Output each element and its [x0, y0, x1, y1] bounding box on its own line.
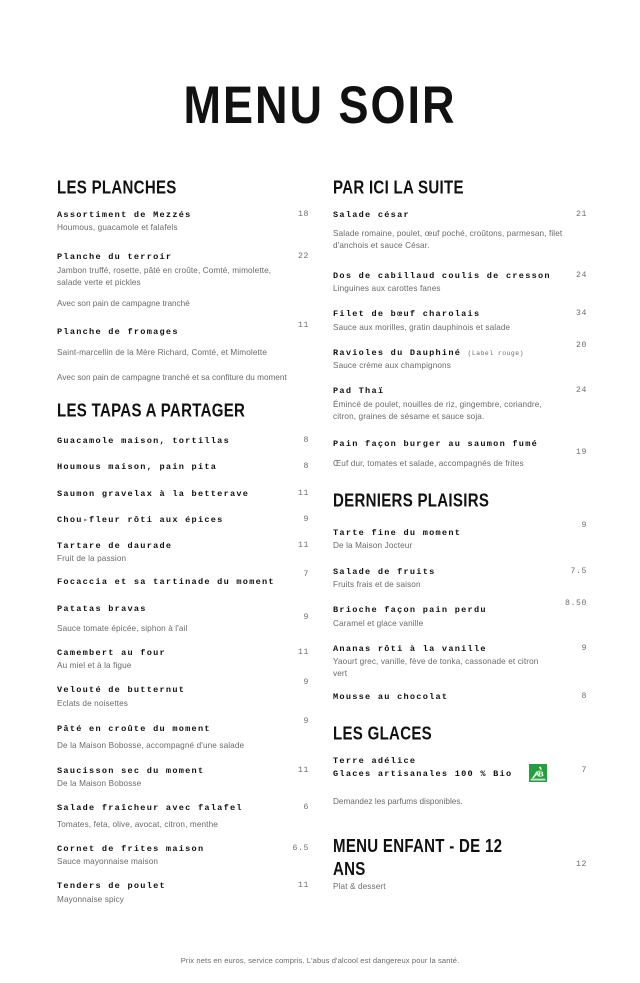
item-price: 11: [297, 647, 309, 657]
item-description: De la Maison Jocteur: [333, 541, 413, 551]
item-price: 6.5: [292, 843, 309, 853]
item-price: 19: [575, 448, 587, 458]
item-price: 20: [575, 340, 587, 350]
menu-item: [57, 435, 309, 447]
menu-item: [57, 716, 309, 753]
menu-item: [57, 209, 309, 235]
item-name: Tenders de poulet: [57, 881, 166, 892]
svg-text:B: B: [538, 769, 544, 779]
item-description: Saint-marcellin de la Mère Richard, Comté, et Mimolette: [57, 347, 267, 357]
item-name: Velouté de butternut: [57, 685, 186, 696]
item-name: Houmous maison, pain pita: [57, 462, 218, 473]
item-description: Plat & dessert: [333, 881, 386, 891]
item-name: Saumon gravelax à la betterave: [57, 488, 250, 499]
menu-item: [57, 603, 309, 635]
item-name: Salade fraîcheur avec falafel: [57, 803, 243, 814]
item-price: 11: [297, 321, 309, 331]
menu-item: [333, 520, 587, 553]
item-price: 8: [303, 462, 309, 472]
item-description: Émincé de poulet, nouilles de riz, gingembre, coriandre, citron, graines de sésame et sauce soja.: [333, 399, 542, 421]
menu-columns: [0, 179, 640, 924]
item-price: 21: [575, 209, 587, 219]
item-description: Fruit de la passion: [57, 554, 127, 564]
glaces-note: Demandez les parfums disponibles.: [333, 796, 463, 806]
item-name: Planche du terroir: [57, 252, 173, 263]
item-price: 34: [575, 309, 587, 319]
item-price: 9: [303, 716, 309, 726]
menu-item: [333, 340, 587, 373]
item-name: Guacamole maison, tortillas: [57, 435, 230, 446]
menu-item: [57, 461, 309, 473]
item-description: De la Maison Bobosse, accompagné d'une salade: [57, 741, 245, 751]
item-price: 9: [303, 612, 309, 622]
right-column: [333, 179, 587, 924]
menu-item: [333, 438, 587, 470]
left-column: [57, 179, 309, 924]
item-price: 8: [303, 435, 309, 445]
item-price: 7: [303, 570, 309, 580]
section-title-les-tapas: LES TAPAS A PARTAGER: [57, 400, 246, 422]
item-description: Linguines aux carottes fanes: [333, 283, 441, 293]
section-les-planches: [57, 179, 309, 384]
item-price: 11: [297, 488, 309, 498]
ab-organic-label-icon: [529, 764, 547, 782]
item-price: 6: [303, 803, 309, 813]
item-price: 9: [581, 520, 587, 530]
section-par-ici-la-suite: [333, 179, 587, 470]
menu-item: [57, 540, 309, 566]
menu-item: [57, 647, 309, 673]
item-description: Yaourt grec, vanille, fève de tonka, cassonade et citron vert: [333, 657, 539, 679]
glaces-subtitle: Glaces artisanales 100 % Bio: [333, 768, 513, 779]
item-price: 22: [297, 252, 309, 262]
item-description: De la Maison Bobosse: [57, 779, 142, 789]
menu-item: [333, 270, 587, 296]
item-description: Houmous, guacamole et falafels: [57, 223, 178, 233]
menu-item: [333, 599, 587, 630]
section-title-menu-enfant: MENU ENFANT - DE 12 ANS: [333, 835, 503, 880]
item-price: 24: [575, 270, 587, 280]
section-les-tapas: [57, 402, 309, 906]
menu-item: [57, 802, 309, 831]
svg-text:A: A: [533, 769, 540, 779]
item-description: Caramel et glace vanille: [333, 618, 424, 628]
section-les-glaces: [333, 725, 587, 808]
item-name: Brioche façon pain perdu: [333, 605, 487, 616]
item-price: 12: [575, 859, 587, 869]
item-price: 11: [297, 540, 309, 550]
item-name: Tartare de daurade: [57, 540, 173, 551]
footer-legal-text: Prix nets en euros, service compris. L'abus d'alcool est dangereux pour la santé.: [180, 956, 460, 965]
item-description: Eclats de noisettes: [57, 698, 129, 708]
item-name: Planche de fromages: [57, 327, 179, 338]
page-title: MENU SOIR: [183, 74, 457, 135]
item-name: Pad Thaï: [333, 386, 385, 397]
item-price: 9: [303, 515, 309, 525]
item-name: Filet de bœuf charolais: [333, 309, 481, 320]
menu-item: [57, 570, 309, 588]
glaces-names: [333, 755, 512, 781]
item-description: Œuf dur, tomates et salade, accompagnés de frites: [333, 459, 524, 469]
menu-item: [333, 691, 587, 703]
item-price: 8: [581, 691, 587, 701]
item-price: 7: [581, 765, 587, 775]
item-note: Avec son pain de campagne tranché: [57, 299, 190, 309]
item-name: Camembert au four: [57, 647, 166, 658]
section-title-les-glaces: LES GLACES: [333, 723, 432, 745]
item-name: Patatas bravas: [57, 603, 147, 614]
item-note: Avec son pain de campagne tranché et sa confiture du moment: [57, 372, 287, 382]
menu-item: [333, 308, 587, 334]
menu-item: [333, 385, 587, 423]
menu-item: [57, 321, 309, 384]
section-title-derniers-plaisirs: DERNIERS PLAISIRS: [333, 490, 490, 512]
item-price: 9: [303, 678, 309, 688]
section-derniers-plaisirs: [333, 492, 587, 703]
item-price: 7.5: [570, 566, 587, 576]
menu-item: [57, 765, 309, 791]
menu-item: [333, 566, 587, 592]
item-name: Pain façon burger au saumon fumé: [333, 439, 539, 450]
item-description: Fruits frais et de saison: [333, 580, 421, 590]
item-name: Ananas rôti à la vanille: [333, 643, 487, 654]
item-name-text: Ravioles du Dauphiné: [333, 347, 462, 358]
item-name: Mousse au chocolat: [333, 691, 449, 702]
menu-item: [333, 643, 587, 681]
menu-item: [57, 488, 309, 500]
item-description: Sauce crème aux champignons: [333, 361, 451, 371]
item-name: Salade césar: [333, 209, 410, 220]
glaces-item: [333, 755, 587, 782]
item-description: Sauce tomate épicée, siphon à l'ail: [57, 623, 188, 633]
item-description: Tomates, feta, olive, avocat, citron, menthe: [57, 819, 218, 829]
menu-item: [57, 678, 309, 710]
item-price: 11: [297, 765, 309, 775]
item-sub-label: (Label rouge): [467, 349, 524, 357]
item-description: Jambon truffé, rosette, pâté en croûte, Comté, mimolette, salade verte et pickles: [57, 265, 272, 287]
item-name: Pâté en croûte du moment: [57, 723, 211, 734]
section-menu-enfant: [333, 836, 587, 893]
item-price: 9: [581, 643, 587, 653]
item-price: 8.50: [564, 599, 587, 609]
item-name: Saucisson sec du moment: [57, 765, 205, 776]
item-price: 11: [297, 881, 309, 891]
item-name: Focaccia et sa tartinade du moment: [57, 577, 275, 588]
item-name: Cornet de frites maison: [57, 843, 205, 854]
item-name: Dos de cabillaud coulis de cresson: [333, 270, 551, 281]
item-name: Salade de fruits: [333, 566, 436, 577]
item-price: 18: [297, 209, 309, 219]
section-title-par-ici-la-suite: PAR ICI LA SUITE: [333, 177, 464, 199]
item-name: Chou-fleur rôti aux épices: [57, 515, 224, 526]
menu-item: [57, 251, 309, 310]
section-title-les-planches: LES PLANCHES: [57, 177, 177, 199]
menu-item: [57, 514, 309, 526]
item-price: 24: [575, 386, 587, 396]
item-description: Sauce aux morilles, gratin dauphinois et salade: [333, 322, 511, 332]
item-name: Tarte fine du moment: [333, 527, 462, 538]
menu-item: [57, 843, 309, 869]
glaces-brand: Terre adélice: [333, 755, 417, 766]
item-name: Assortiment de Mezzés: [57, 209, 192, 220]
menu-item: [57, 880, 309, 906]
item-description: Salade romaine, poulet, œuf poché, croûtons, parmesan, filet d'anchois et sauce César.: [333, 229, 563, 251]
item-name: [333, 347, 576, 359]
item-description: Sauce mayonnaise maison: [57, 857, 159, 867]
menu-item: [333, 209, 587, 253]
item-description: Mayonnaise spicy: [57, 894, 124, 904]
item-description: Au miel et à la figue: [57, 661, 132, 671]
